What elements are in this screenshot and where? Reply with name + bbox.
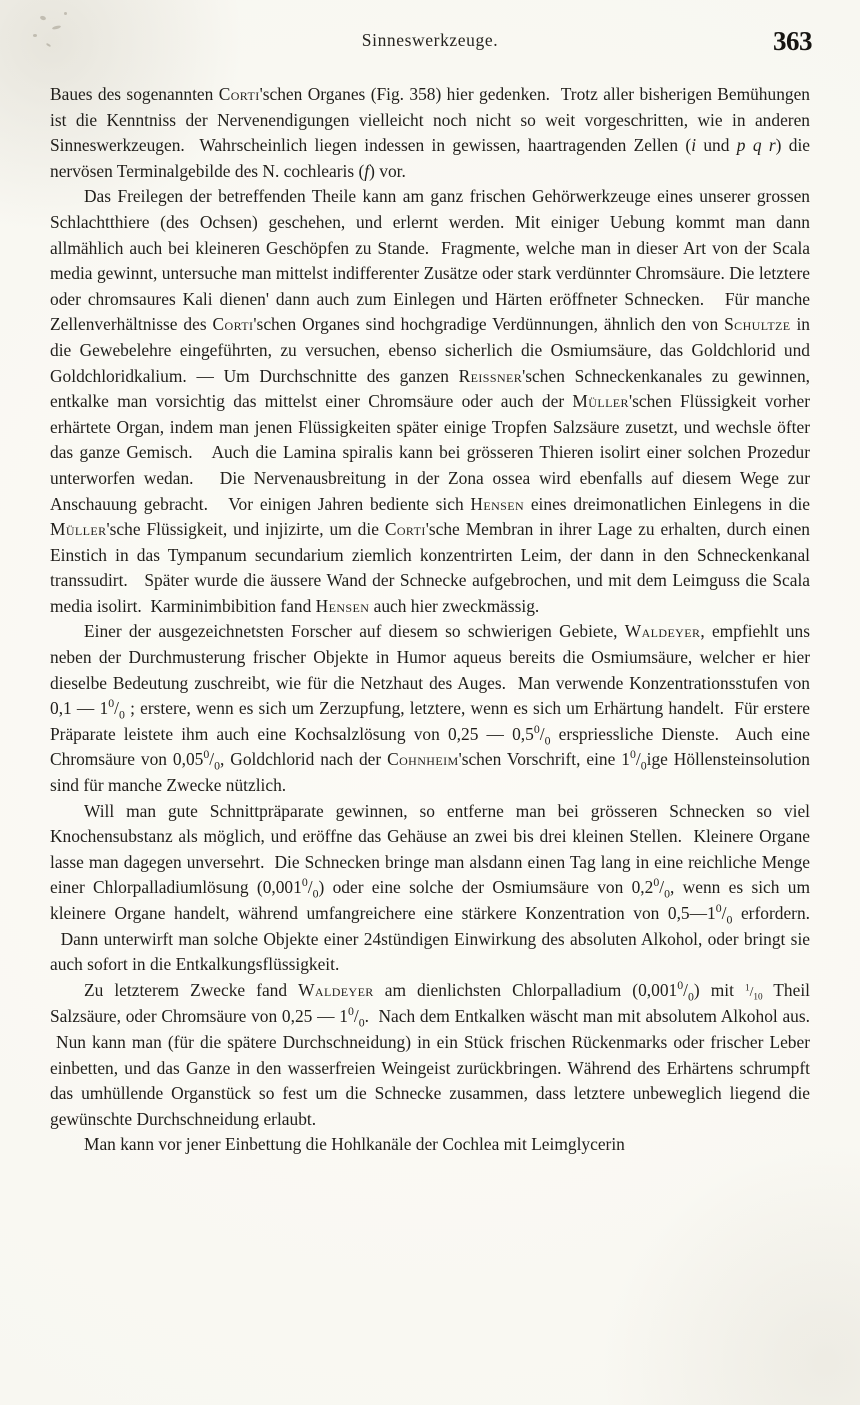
paragraph: Will man gute Schnittpräparate gewinnen, so entferne man bei grösseren Schnecken so viel Knochensubstanz als möglich, und eröffne das Gehäuse an zwei bis drei kleinen Stellen. Kleinere Organe lasse man dagegen unversehrt. Die Schnecken bringe man alsdann einen Tag lang in eine reichliche Menge einer Chlorpalladiumlösung $(0,001^0/_0)$ oder eine solche der Osmiumsäure von $0,2^0/_0$, wenn es sich um kleinere Organe handelt, während umfangreichere eine stärkere Konzentration von $0,5—1^0/_0$ erfordern. Dann unterwirft man solche Objekte einer 24stündigen Einwirkung des absoluten Alkohol, oder bringt sie auch sofort in die Entkalkungsflüssigkeit. [50,800,810,975]
paper-speck [64,12,67,15]
paper-speck [39,15,46,21]
paragraph: Zu letzterem Zwecke fand Waldeyer am dienlichsten Chlorpalladium $(0,001^0/_0)$ mit $^1/_{10}$ Theil Salzsäure, oder Chromsäure von 0,25 — $1^0/_0$. Nach dem Entkalken wäscht man mit absolutem Alkohol aus. Nun kann man (für die spätere Durchschneidung) in ein Stück frischen Rückenmarks oder frischer Leber einbetten, und das Ganze in den wasserfreien Weingeist zurückbringen. Während des Erhärtens schrumpft das umhüllende Organstück so fest um die Schnecke zusammen, dass letztere unbeweglich liegend die gewünschte Durchschneidung erlaubt. [50,977,811,1129]
page-number: 363 [773,26,812,56]
page-header [0,26,860,58]
paragraph: Baues des sogenannten Corti'schen Organes (Fig. 358) hier gedenken. Trotz aller bisherigen Bemühungen ist die Kenntniss der Nervenendigungen vielleicht noch nicht so weit vorgeschritten, wie in anderen Sinneswerkzeugen. Wahrscheinlich liegen indessen in gewissen, haartragenden Zellen (i und p q r) die nervösen Terminalgebilde des N. cochlearis (f) vor. [50,84,810,181]
body-text [50,82,810,1158]
running-head: Sinneswerkzeuge. [361,30,499,50]
paragraph: Man kann vor jener Einbettung die Hohlkanäle der Cochlea mit Leimglycerin [84,1134,625,1155]
paragraph: Das Freilegen der betreffenden Theile kann am ganz frischen Gehörwerkzeuge eines unserer grossen Schlachtthiere (des Ochsen) geschehen, und erlernt werden. Mit einiger Uebung kommt man dann allmählich auch bei kleineren Geschöpfen zu Stande. Fragmente, welche man in dieser Art von der Scala media gewinnt, untersuche man mittelst indifferenter Zusätze oder stark verdünnter Chromsäure. Die letztere oder chromsaures Kali dienen' dann auch zum Einlegen und Härten eröffneter Schnecken. Für manche Zellenverhältnisse des Corti'schen Organes sind hochgradige Verdünnungen, ähnlich den von Schultze in die Gewebelehre eingeführten, zu versuchen, ebenso sicherlich die Osmiumsäure, das Goldchlorid und Goldchloridkalium. — Um Durchschnitte des ganzen Reissner'schen Schneckenkanales zu gewinnen, entkalke man vorsichtig das mittelst einer Chromsäure oder auch der Müller'schen Flüssigkeit vorher erhärtete Organ, indem man jenen Flüssigkeiten später einige Tropfen Salzsäure zusetzt, und wechsle öfter das ganze Gemisch. Auch die Lamina spiralis kann bei grösseren Thieren isolirt einer solchen Prozedur unterworfen wedan. Die Nervenausbreitung in der Zona ossea wird ebenfalls auf diesem Wege zur Anschauung gebracht. Vor einigen Jahren bediente sich Hensen eines dreimonatlichen Einlegens in die Müller'sche Flüssigkeit, und injizirte, um die Corti'sche Membran in ihrer Lage zu erhalten, durch einen Einstich in das Tympanum secundarium ziemlich konzentrirten Leim, der dann in den Schneckenkanal transsudirt. Später wurde die äussere Wand der Schnecke aufgebrochen, und mit dem Leimguss die Scala media isolirt. Karminimbibition fand Hensen auch hier zweckmässig. [50,186,811,616]
paragraph: Einer der ausgezeichnetsten Forscher auf diesem so schwierigen Gebiete, Waldeyer, empfiehlt uns neben der Durchmusterung frischer Objekte in Humor aqueus bereits die Osmiumsäure, welcher er hier dieselbe Bedeutung zuschreibt, wie für die Netzhaut des Auges. Man verwende Konzentrationsstufen von 0,1 — $1^0/_0$ ; erstere, wenn es sich um Zerzupfung, letztere, wenn es sich um Erhärtung handelt. Für erstere Präparate leistete ihm auch eine Kochsalzlösung von 0,25 — $0,5^0/_0$ erspriessliche Dienste. Auch eine Chromsäure von $0,05^0/_0$, Goldchlorid nach der Cohnheim'schen Vorschrift, eine $1^0/_0ige$ Höllensteinsolution sind für manche Zwecke nützlich. [50,621,810,796]
